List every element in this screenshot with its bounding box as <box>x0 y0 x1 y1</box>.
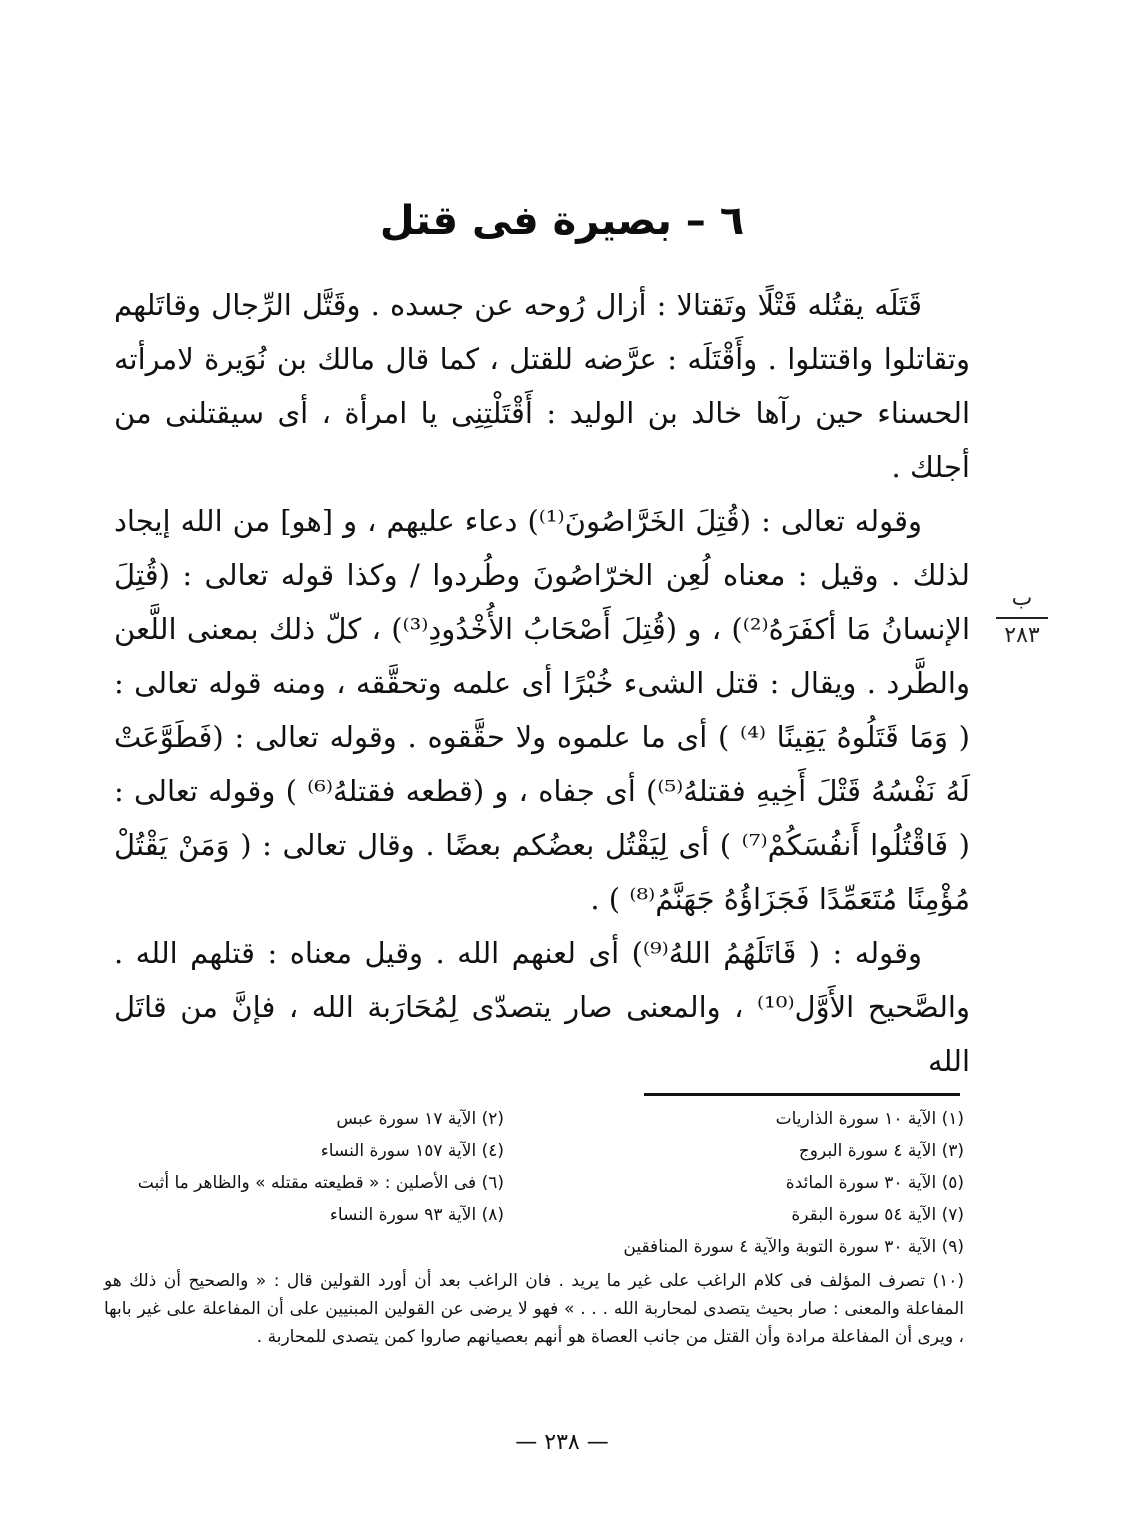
margin-note <box>992 586 1052 648</box>
footnotes <box>104 1105 964 1351</box>
footnote-divider <box>644 1093 960 1096</box>
footnote-1: (١) الآية ١٠ سورة الذاريات <box>775 1109 964 1129</box>
margin-note-rule <box>996 617 1048 619</box>
footnote-2: (٢) الآية ١٧ سورة عبس <box>336 1109 504 1129</box>
footnote-list <box>104 1105 964 1261</box>
footnote-5: (٥) الآية ٣٠ سورة المائدة <box>785 1173 964 1193</box>
footnote-8: (٨) الآية ٩٣ سورة النساء <box>329 1205 504 1225</box>
margin-note-number: ٢٨٣ <box>1004 623 1040 648</box>
margin-note-letter: ب <box>1011 586 1033 611</box>
footnote-10: (١٠) تصرف المؤلف فى كلام الراغب على غير ما يريد . فان الراغب بعد أن أورد القولين قال : « والصحيح أن ذلك هو المفاعلة والمعنى : صار بحيث يتصدى لمحاربة الله . . . » فهو لا يرضى عن القولين المبنيين على أن المفاعلة على غير بابها ، ويرى أن المفاعلة مرادة وأن القتل من جانب العصاة هو أنهم بعصيانهم صاروا كمن يتصدى للمحاربة . <box>104 1271 964 1347</box>
section-heading: ٦ – بصيرة فى قتل <box>379 198 745 244</box>
footnote-4: (٤) الآية ١٥٧ سورة النساء <box>320 1141 504 1161</box>
paragraph-1: قَتَلَه يقتُله قَتْلًا وتَقتالا : أزال رُوحه عن جسده . وقَتَّل الرِّجال وقاتَلهم وتقاتلوا واقتتلوا . وأَقْتَلَه : عرَّضه للقتل ، كما قال مالك بن نُوَيرة لامرأته الحسناء حين رآها خالد بن الوليد : أَقْتَلْتِنِى يا امرأة ، أى سيقتلنى من أجلك . <box>114 288 970 484</box>
paragraph-3: وقوله : ( قَاتَلَهُمُ اللهُ⁽⁹⁾) أى لعنهم الله . وقيل معناه : قتلهم الله . والصَّحيح الأَوَّل⁽¹⁰⁾ ، والمعنى صار يتصدّى لِمُحَارَبة الله ، فإنَّ من قاتَل الله <box>114 936 970 1078</box>
footnote-9: (٩) الآية ٣٠ سورة التوبة والآية ٤ سورة المنافقين <box>623 1237 964 1257</box>
page-number: — ٢٣٨ — <box>515 1430 609 1455</box>
body-text <box>114 278 970 1088</box>
footnote-3: (٣) الآية ٤ سورة البروج <box>798 1141 964 1161</box>
footnote-6: (٦) فى الأصلين : « قطيعته مقتله » والظاهر ما أثبت <box>137 1173 504 1193</box>
paragraph-2: وقوله تعالى : (قُتِلَ الخَرَّاصُونَ⁽¹⁾) دعاء عليهم ، و [هو] من الله إيجاد لذلك . وقيل : معناه لُعِن الخرّاصُونَ وطُردوا / وكذا قوله تعالى : (قُتِلَ الإنسانُ مَا أكفَرَهُ⁽²⁾) ، و (قُتِلَ أَصْحَابُ الأُخْدُودِ⁽³⁾) ، كلّ ذلك بمعنى اللَّعن والطَّرد . ويقال : قتل الشىء خُبْرًا أى علمه وتحقَّقه ، ومنه قوله تعالى : ( وَمَا قَتَلُوهُ يَقِينًا ⁽⁴⁾ ) أى ما علموه ولا حقَّقوه . وقوله تعالى : (فَطَوَّعَتْ لَهُ نَفْسُهُ قَتْلَ أَخِيهِ فقتلهُ⁽⁵⁾) أى جفاه ، و (قطعه فقتلهُ⁽⁶⁾ ) وقوله تعالى : ( فَاقْتُلُوا أَنفُسَكُمْ⁽⁷⁾ ) أى لِيَقْتُل بعضُكم بعضًا . وقال تعالى : ( وَمَنْ يَقْتُلْ مُؤْمِنًا مُتَعَمِّدًا فَجَزَاؤُهُ جَهَنَّمُ⁽⁸⁾ ) . <box>114 504 970 916</box>
footnote-7: (٧) الآية ٥٤ سورة البقرة <box>791 1205 964 1225</box>
